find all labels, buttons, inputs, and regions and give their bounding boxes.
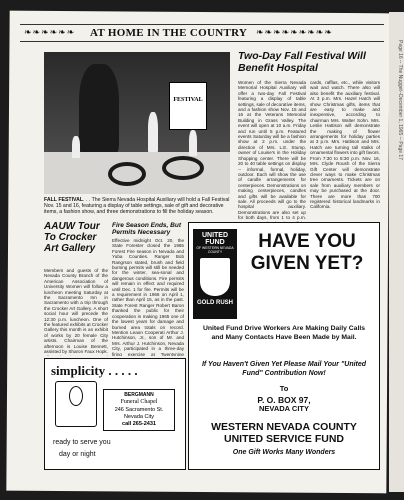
plant-arrangement [79, 64, 119, 154]
candle-figure [189, 130, 197, 156]
candle-figure [72, 136, 80, 158]
caption-body: . . . The Sierra Nevada Hospital Auxiliary will hold a Fall Festival Nov. 15 and 16, featuring a display of table settings, sale of gift and decorative items, a fashion show, and three demonstrations to fill the holiday season. [44, 197, 230, 216]
logo-bottom-text: GOLD RUSH [197, 300, 233, 306]
candle-figure [148, 112, 158, 152]
funeral-city: Nevada City [124, 414, 154, 420]
united-fund-ad [188, 222, 380, 470]
shield-icon [200, 258, 230, 296]
funeral-subtitle: Funeral Chapel [120, 399, 158, 405]
funeral-phone: call 265-2431 [122, 421, 156, 427]
section-title: AT HOME IN THE COUNTRY [90, 27, 248, 39]
wreath [162, 156, 204, 180]
funeral-chapel-ad [44, 358, 186, 470]
aauw-headline: AAUW Tour To Crocker Art Gallery [44, 221, 100, 254]
fund-po-box: P. O. BOX 97, [257, 395, 311, 405]
hospital-headline: Two-Day Fall Festival Will Benefit Hospital [238, 50, 366, 74]
logo-top-text: UNITED FUND [201, 232, 229, 246]
aauw-article: Members and guests of the Nevada County Branch of the American Association of University Women will follow a luncheon meeting Saturday at the Sacramento Inn in Sacramento with a trip through the Crocker Art Gallery. A short social hour will precede the 12:30 p.m. luncheon. One of the featured exhibits at Crocker Gallery this month is an exhibit of works by 20 female City artists. Chairman of the afternoon is Louise Bennett, assisted by Sharon Faux Hopk. [44, 268, 108, 355]
clock-icon [55, 381, 97, 427]
logo-sub-text: OF WESTERN NEVADA COUNTY [196, 246, 234, 254]
funeral-chapel-card [103, 389, 175, 431]
festival-photo [44, 52, 230, 194]
banner-ornament-left: ❧❧❧❧❧❧ [24, 28, 76, 38]
facing-page-header: Page 16 -- The Nugget--December 1, 1965 -- Page 17 [397, 40, 403, 160]
fund-appeal: If You Haven't Given Yet Please Mail Your "United Fund" Contribution Now! [201, 361, 367, 377]
fund-to: To [279, 384, 289, 393]
simplicity-tagline-1: ready to serve you [53, 439, 111, 446]
wreath [108, 162, 146, 186]
fund-paragraph: United Fund Drive Workers Are Making Daily Calls and Many Contacts Have Been Made by Mail. [202, 325, 366, 341]
simplicity-tagline-2: day or night [59, 451, 96, 458]
festival-sign-text: FESTIVAL [173, 97, 203, 103]
photo-caption [44, 197, 236, 216]
caption-lead: FALL FESTIVAL [44, 197, 84, 203]
funeral-address: 246 Sacramento St. [114, 407, 164, 413]
section-banner [20, 24, 384, 42]
fire-article: Effective midnight Oct. 20, the State Forester closed the 1965 Forest Fire season in Nevada and Yuba Counties. Ranger Bob Rangrson stated, brush and field burning permits will still be needed for the winter, sea-sonal and dangerous conditions. Fire permits will remain in effect and required until Dec. 1 for fire. Permits will be a requirement in 1966 on April 1, rather than April 15, as in the past. State Forest Ranger Robert Baron thanked the public for their cooperation in making 1965 one of the lowest years for damage and burned area totals on record. Mention Leaon Cooperati Arthur J. Hutchinson, Jr., son of Mr. and Mrs. Arthur J. Hutchinson, Nevada City, participated in a three-day firing exercise at Twentynine [112, 238, 184, 356]
banner-ornament-right: ❧❧❧❧❧❧❧❧❧ [256, 28, 333, 38]
hospital-article-col2: cards, rafflas, etc., while visitors wait and watch. There also will also benefit the auxiliary festival. At 3 p.m. Mrs. Hazel Hatch will show Christmas gifts, items that are easy to make and inexpensive, according to chairman Mrs. Walter Sohn. Mrs. Leslie Hattison will demonstrate the making of flower arrangements for holiday parties at 3 p.m. Mrs. Hattison and Mrs. Hatch are turning tall stalks of ornamental flowers into gift favors. From 7:30 to 8:30 p.m. Nov. 16, Mrs. Clyde Roush of the Sierra Gift Center will demonstrate clever ways to make Christmas tree ornaments. Tickets are on sale from auxiliary members or may be purchased at the door. There are more than 700 registered historical landmarks in California. [310, 80, 380, 210]
simplicity-heading: simplicity . . . . . [51, 363, 138, 378]
fund-tagline: One Gift Works Many Wonders [232, 449, 336, 456]
fund-org-name: WESTERN NEVADA COUNTY UNITED SERVICE FUND [211, 421, 357, 445]
fire-headline: Fire Season Ends, But Permits Necessary [112, 222, 181, 237]
united-fund-logo [193, 229, 237, 319]
festival-sign [169, 82, 207, 130]
funeral-name: BERGMANN [124, 392, 154, 398]
fund-city: NEVADA CITY [258, 404, 309, 413]
hospital-article-col1: Women of the Sierra Nevada Memorial Hospital Auxiliary will offer a two-day Fall Festival featuring a display of table settings, sale of decorative items, and a fashion show Nov. 15 and 16 at the Veterans Memorial Building in Grass Valley. The event will open at 10 a.m. Friday and run until 5 p.m. Featured events Saturday will be a fashion show at 2 p.m. under the direction of Mrs. L.E. Stump, owner of Louise's in the Holiday Shopping center. There will be 20 to 40 table settings on display -- informal, formal, holiday, outdoor. Each will show the use of candle arrangements for centerpieces. Demonstrations on making centerpieces, candles and gifts will be available for sale. All proceeds will go to the hospital auxiliary. Demonstrations are also set up for both days, from 1 to 4 p.m. [238, 80, 306, 221]
fund-headline: HAVE YOU GIVEN YET? [250, 231, 364, 274]
